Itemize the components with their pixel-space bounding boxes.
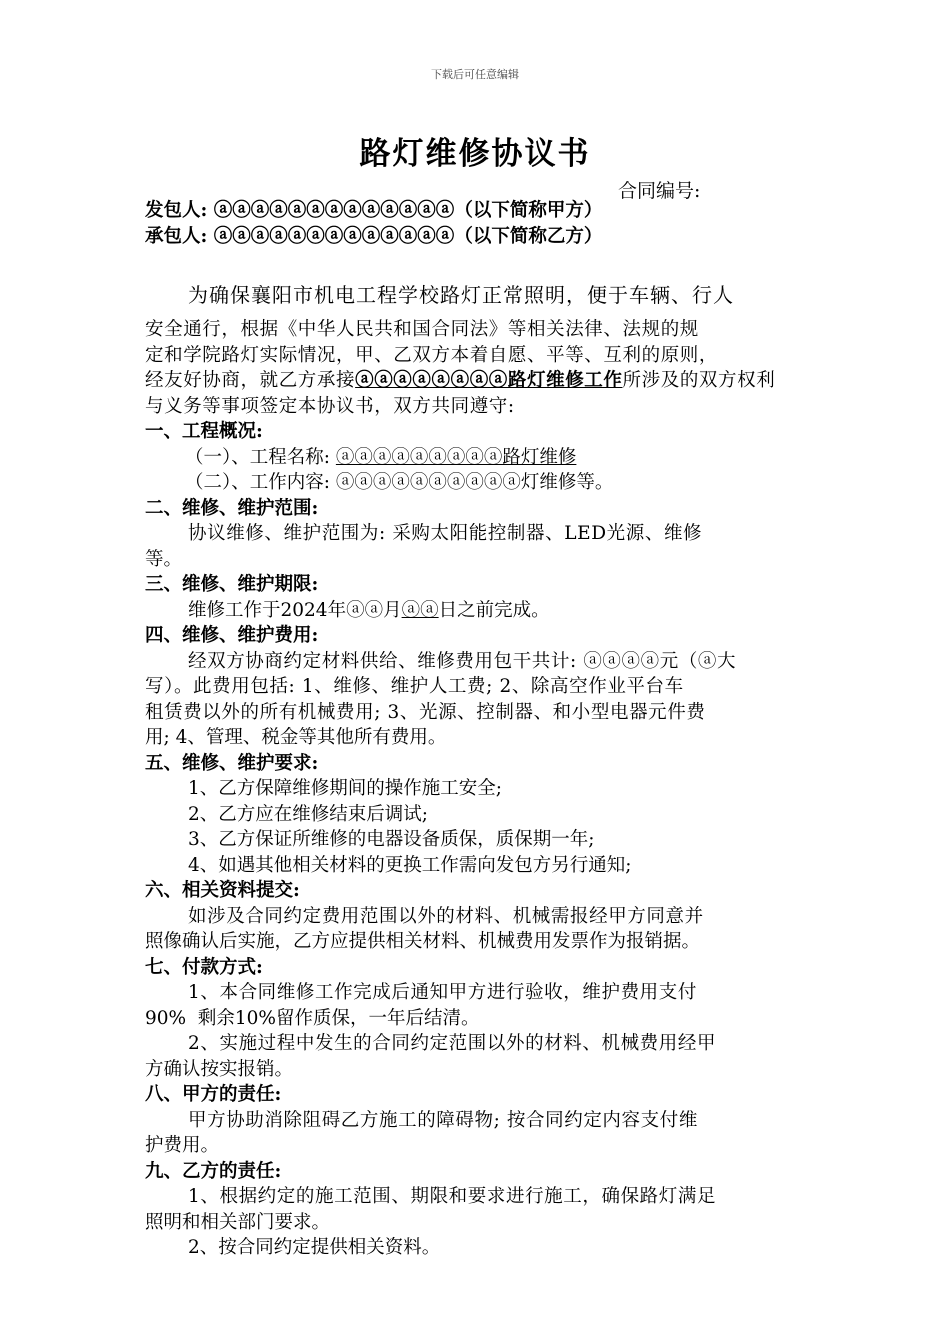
- document-title: 路灯维修协议书: [359, 136, 591, 172]
- intro-line-5: 与义务等事项签定本协议书，双方共同遵守:: [145, 395, 515, 417]
- section-7-line-3: 2、实施过程中发生的合同约定范围以外的材料、机械费用经甲: [188, 1033, 717, 1054]
- intro-line-4-end: 所涉及的双方权利: [622, 370, 776, 391]
- section-9-line-1: 1、根据约定的施工范围、期限和要求进行施工，确保路灯满足: [188, 1186, 717, 1207]
- section-6-line-1: 如涉及合同约定费用范围以外的材料、机械需报经甲方同意并: [188, 905, 704, 927]
- party-b-label: 承包人:: [145, 225, 208, 247]
- section-3-heading: 三、维修、维护期限:: [145, 574, 319, 595]
- section-5-item: 2、乙方应在维修结束后调试;: [188, 803, 429, 825]
- section-9-line-3: 2、按合同约定提供相关资料。: [188, 1237, 441, 1258]
- section-2-line-2: 等。: [145, 548, 183, 570]
- party-a-label: 发包人:: [145, 200, 208, 221]
- section-5-item: 1、乙方保障维修期间的操作施工安全;: [188, 778, 503, 799]
- header-note: 下载后可任意编辑: [431, 68, 519, 81]
- intro-line-2: 安全通行，根据《中华人民共和国合同法》等相关法律、法规的规: [145, 319, 699, 340]
- party-b-line: [145, 224, 810, 250]
- section-2-line-1: 协议维修、维护范围为: 采购太阳能控制器、LED光源、维修: [188, 523, 703, 544]
- section-4-line-3: 租赁费以外的所有机械费用; 3、光源、控制器、和小型电器元件费: [145, 701, 706, 723]
- section-4-heading: 四、维修、维护费用:: [145, 625, 319, 646]
- project-name-label: （一）、工程名称:: [185, 446, 330, 468]
- document-body: [145, 198, 810, 1261]
- contract-number-label: 合同编号:: [618, 180, 701, 202]
- project-name-value: ⓐⓐⓐⓐⓐⓐⓐⓐⓐ路灯维修: [335, 446, 577, 468]
- section-1-line-1: [145, 445, 810, 471]
- deadline-month: 维修工作于2024年ⓐⓐ月: [188, 599, 402, 621]
- section-5-heading: 五、维修、维护要求:: [145, 752, 319, 774]
- section-8-line-1: 甲方协助消除阻碍乙方施工的障碍物; 按合同约定内容支付维: [188, 1109, 698, 1131]
- party-a-name: ⓐⓐⓐⓐⓐⓐⓐⓐⓐⓐⓐⓐⓐ: [213, 200, 455, 221]
- section-6-line-2: 照像确认后实施，乙方应提供相关材料、机械费用发票作为报销据。: [145, 931, 701, 952]
- section-7-line-2: 90% 剩余10%留作质保，一年后结清。: [145, 1007, 480, 1029]
- section-4-line-1: 经双方协商约定材料供给、维修费用包干共计: ⓐⓐⓐⓐ元（ⓐ大: [188, 650, 737, 672]
- intro-line-3: 定和学院路灯实际情况，甲、乙双方本着自愿、平等、互利的原则，: [145, 344, 719, 366]
- party-a-line: [145, 198, 810, 224]
- section-1-line-2: （二）、工作内容: ⓐⓐⓐⓐⓐⓐⓐⓐⓐⓐ灯维修等。: [185, 472, 614, 493]
- intro-line-1: 为确保襄阳市机电工程学校路灯正常照明，便于车辆、行人: [188, 283, 734, 307]
- party-b-suffix: （以下简称乙方）: [454, 225, 603, 247]
- intro-line-4-start: 经友好协商，就乙方承接: [145, 370, 356, 391]
- section-6-heading: 六、相关资料提交:: [145, 880, 300, 901]
- project-name-underlined: ⓐⓐⓐⓐⓐⓐⓐⓐ路灯维修工作: [355, 370, 623, 391]
- intro-line-4: [145, 368, 810, 394]
- section-3-line-1: [145, 598, 810, 624]
- section-4-line-2: 写）。此费用包括: 1、维修、维护人工费; 2、除高空作业平台车: [145, 676, 684, 697]
- deadline-day: ⓐⓐ: [401, 599, 439, 621]
- section-9-line-2: 照明和相关部门要求。: [145, 1211, 331, 1233]
- party-b-name: ⓐⓐⓐⓐⓐⓐⓐⓐⓐⓐⓐⓐⓐ: [213, 225, 455, 247]
- section-5-item: 3、乙方保证所维修的电器设备质保，质保期一年;: [188, 829, 595, 850]
- section-7-heading: 七、付款方式:: [145, 956, 263, 978]
- section-9-heading: 九、乙方的责任:: [145, 1160, 282, 1182]
- section-4-line-4: 用; 4、管理、税金等其他所有费用。: [145, 727, 447, 748]
- section-1-heading: 一、工程概况:: [145, 421, 263, 442]
- section-7-line-1: 1、本合同维修工作完成后通知甲方进行验收，维护费用支付: [188, 982, 697, 1003]
- section-8-line-2: 护费用。: [145, 1135, 220, 1156]
- section-5-item: 4、如遇其他相关材料的更换工作需向发包方另行通知;: [188, 854, 632, 876]
- deadline-suffix: 日之前完成。: [438, 599, 550, 621]
- section-2-heading: 二、维修、维护范围:: [145, 497, 319, 519]
- section-8-heading: 八、甲方的责任:: [145, 1084, 282, 1105]
- section-7-line-4: 方确认按实报销。: [145, 1058, 294, 1080]
- party-a-suffix: （以下简称甲方）: [454, 200, 603, 221]
